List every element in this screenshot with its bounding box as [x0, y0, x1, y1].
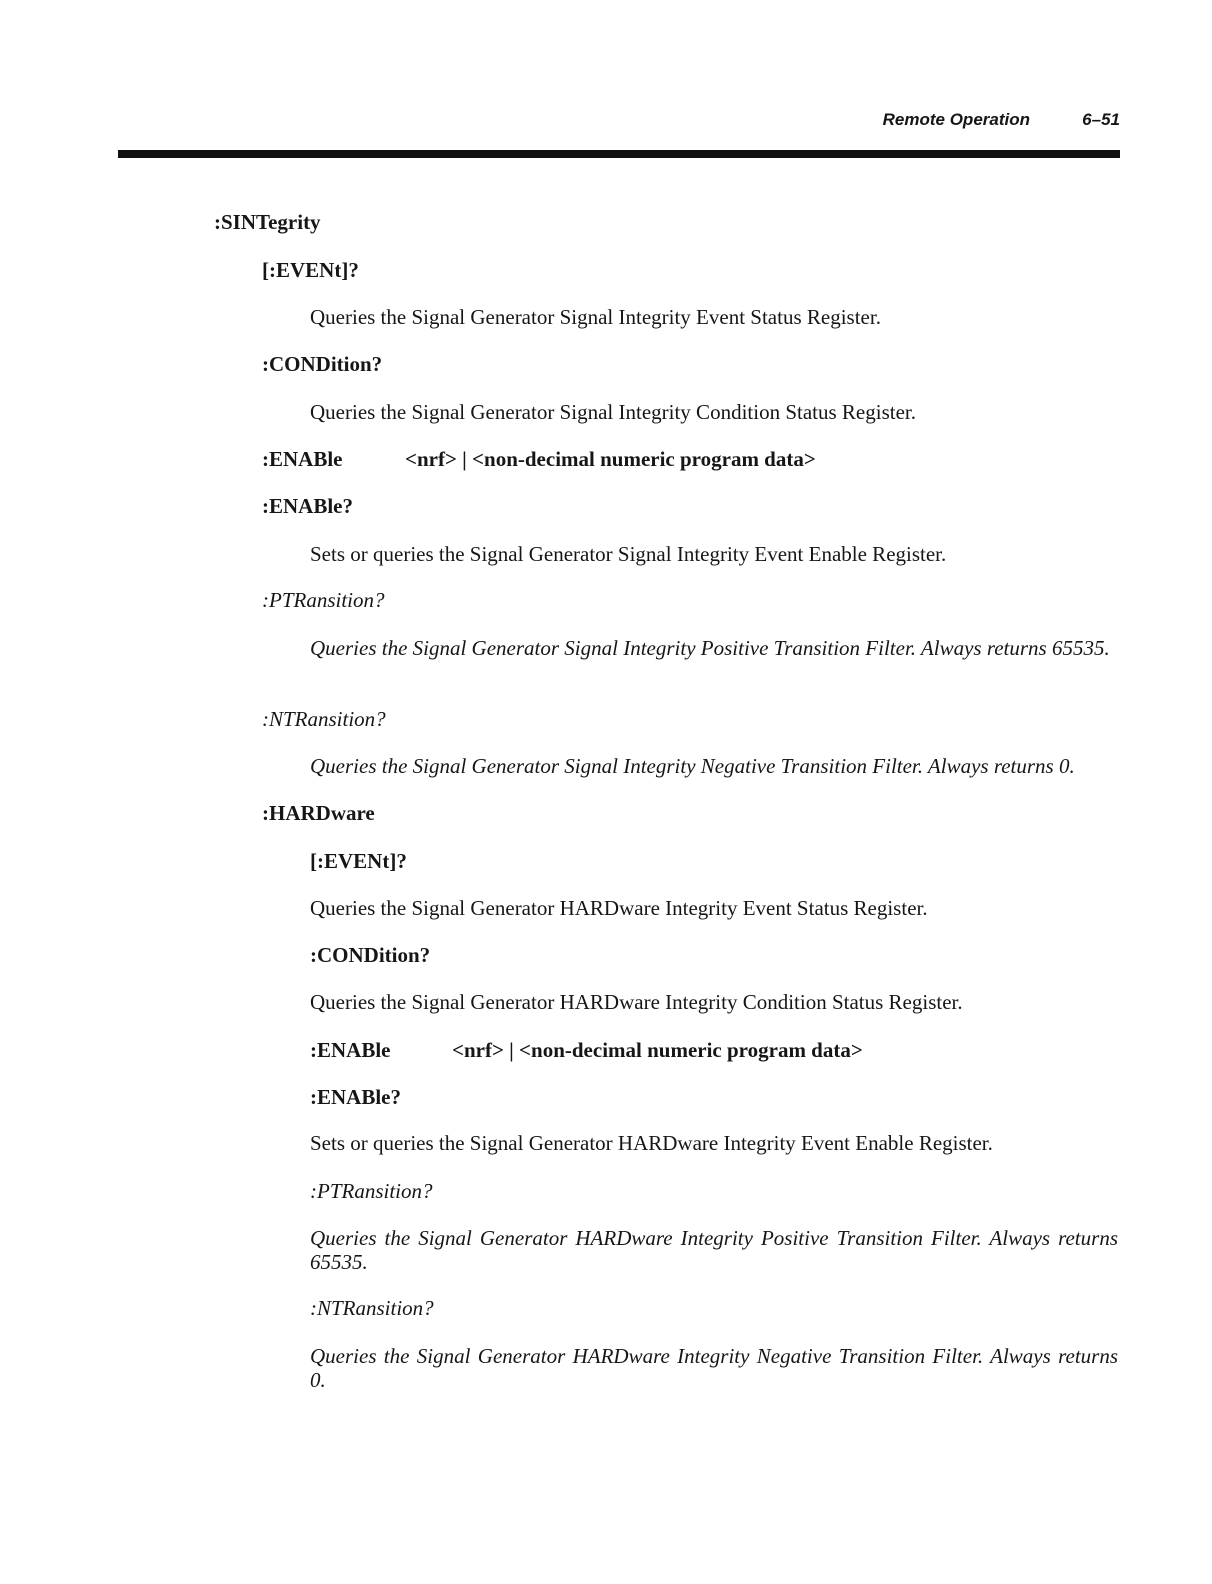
sinteg-ptransition-command: :PTRansition? [262, 588, 385, 612]
sinteg-ptransition-desc: Queries the Signal Generator Signal Integrity Positive Transition Filter. Always returns 65535. [310, 636, 1110, 660]
sinteg-event-desc: Queries the Signal Generator Signal Integrity Event Status Register. [310, 305, 881, 329]
hardware-enable-query-command: :ENABle? [310, 1085, 401, 1109]
header-page-number: 6–51 [1082, 110, 1120, 129]
sinteg-condition-desc: Queries the Signal Generator Signal Integrity Condition Status Register. [310, 400, 916, 424]
header-section-title: Remote Operation [882, 110, 1030, 129]
hardware-enable-query-desc: Sets or queries the Signal Generator HARDware Integrity Event Enable Register. [310, 1131, 993, 1155]
hardware-enable-params: <nrf> | <non-decimal numeric program data> [452, 1038, 863, 1062]
hardware-ntransition-command: :NTRansition? [310, 1296, 434, 1320]
sinteg-enable-command: :ENABle [262, 447, 343, 471]
sinteg-ntransition-desc: Queries the Signal Generator Signal Integrity Negative Transition Filter. Always returns 0. [310, 754, 1075, 778]
sinteg-enable-query-command: :ENABle? [262, 494, 353, 518]
sinteg-enable-query-desc: Sets or queries the Signal Generator Signal Integrity Event Enable Register. [310, 542, 947, 566]
hardware-condition-command: :CONDition? [310, 943, 431, 967]
sinteg-event-command: [:EVENt]? [262, 258, 359, 282]
hardware-ptransition-desc: Queries the Signal Generator HARDware Integrity Positive Transition Filter. Always returns 65535. [310, 1226, 1118, 1274]
sinteg-condition-command: :CONDition? [262, 352, 383, 376]
header-rule [118, 150, 1120, 158]
hardware-event-desc: Queries the Signal Generator HARDware Integrity Event Status Register. [310, 896, 928, 920]
hardware-event-command: [:EVENt]? [310, 849, 407, 873]
hardware-command: :HARDware [262, 801, 375, 825]
hardware-ptransition-command: :PTRansition? [310, 1179, 433, 1203]
hardware-condition-desc: Queries the Signal Generator HARDware Integrity Condition Status Register. [310, 990, 963, 1014]
sintegrity-command: :SINTegrity [214, 210, 321, 234]
sinteg-ntransition-command: :NTRansition? [262, 707, 386, 731]
hardware-ntransition-desc: Queries the Signal Generator HARDware Integrity Negative Transition Filter. Always returns 0. [310, 1344, 1118, 1392]
sinteg-enable-params: <nrf> | <non-decimal numeric program data> [405, 447, 816, 471]
page-header [0, 110, 1212, 136]
hardware-enable-command: :ENABle [310, 1038, 391, 1062]
